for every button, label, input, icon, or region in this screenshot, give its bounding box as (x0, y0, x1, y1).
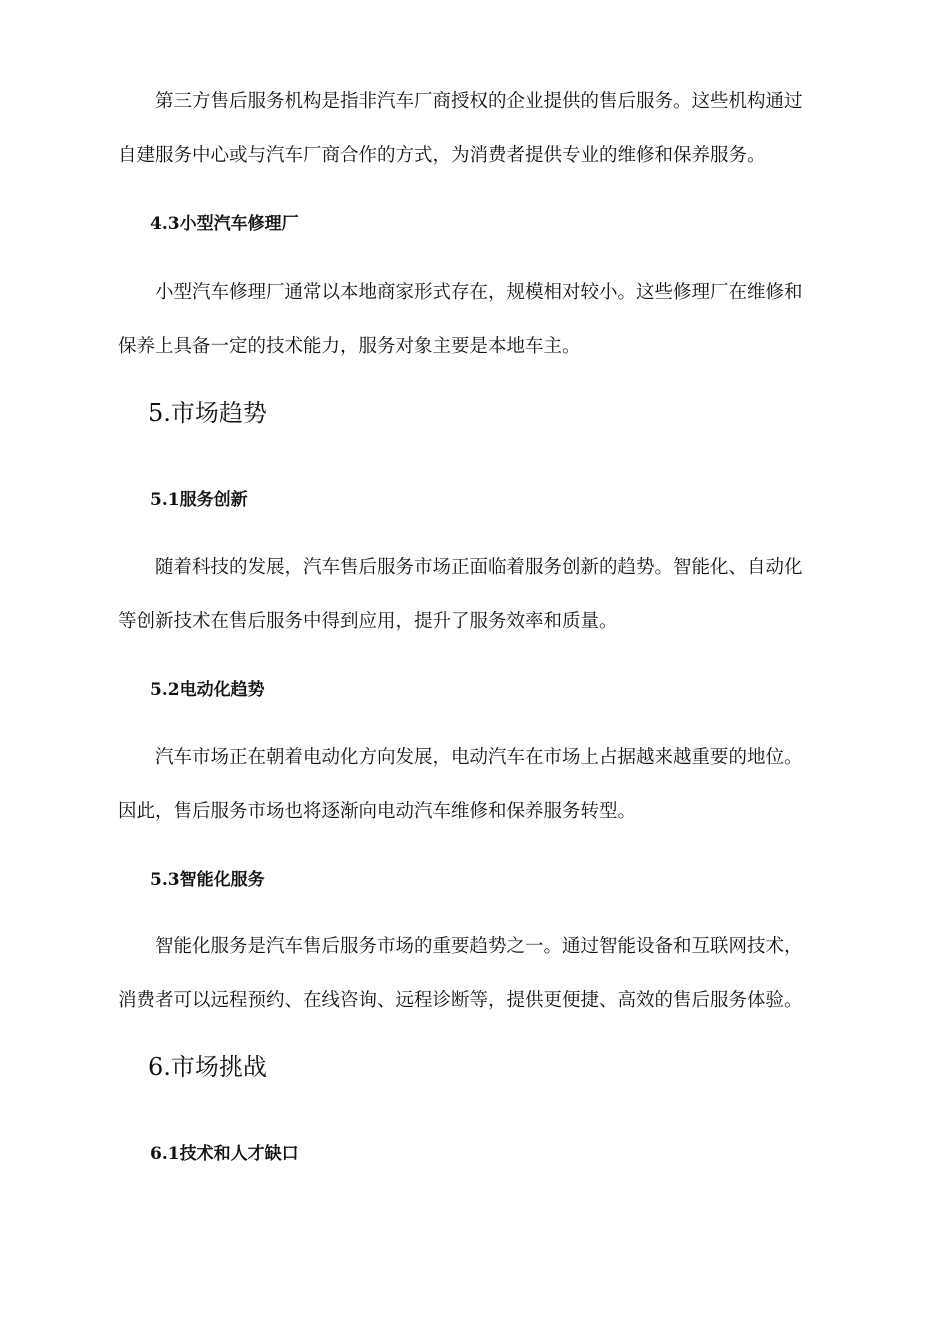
paragraph-line: 因此，售后服务市场也将逐渐向电动汽车维修和保养服务转型。 (118, 801, 637, 822)
subheading-6-1: 6.1技术和人才缺口 (150, 1144, 299, 1164)
paragraph-third-party-service (118, 75, 832, 183)
section-heading-5: 5.市场趋势 (148, 399, 267, 427)
paragraph-line: 智能化服务是汽车售后服务市场的重要趋势之一。通过智能设备和互联网技术， (155, 936, 803, 957)
subheading-4-3: 4.3小型汽车修理厂 (150, 214, 299, 234)
paragraph-line: 保养上具备一定的技术能力，服务对象主要是本地车主。 (118, 336, 581, 357)
paragraph-line: 等创新技术在售后服务中得到应用，提升了服务效率和质量。 (118, 611, 618, 632)
subheading-5-2: 5.2电动化趋势 (150, 680, 265, 700)
paragraph-line: 消费者可以远程预约、在线咨询、远程诊断等，提供更便捷、高效的售后服务体验。 (118, 990, 803, 1011)
paragraph-line: 自建服务中心或与汽车厂商合作的方式，为消费者提供专业的维修和保养服务。 (118, 145, 766, 166)
paragraph-line: 小型汽车修理厂通常以本地商家形式存在，规模相对较小。这些修理厂在维修和 (155, 282, 803, 303)
paragraph-electrification (118, 731, 832, 839)
paragraph-line: 随着科技的发展，汽车售后服务市场正面临着服务创新的趋势。智能化、自动化 (155, 557, 803, 578)
paragraph-line: 汽车市场正在朝着电动化方向发展，电动汽车在市场上占据越来越重要的地位。 (155, 747, 803, 768)
subheading-5-3: 5.3智能化服务 (150, 870, 265, 890)
paragraph-small-repair-shop (118, 266, 832, 374)
paragraph-service-innovation (118, 541, 832, 649)
subheading-5-1: 5.1服务创新 (150, 490, 248, 510)
paragraph-smart-service (118, 920, 832, 1028)
section-heading-6: 6.市场挑战 (148, 1053, 267, 1081)
paragraph-line: 第三方售后服务机构是指非汽车厂商授权的企业提供的售后服务。这些机构通过 (155, 91, 803, 112)
